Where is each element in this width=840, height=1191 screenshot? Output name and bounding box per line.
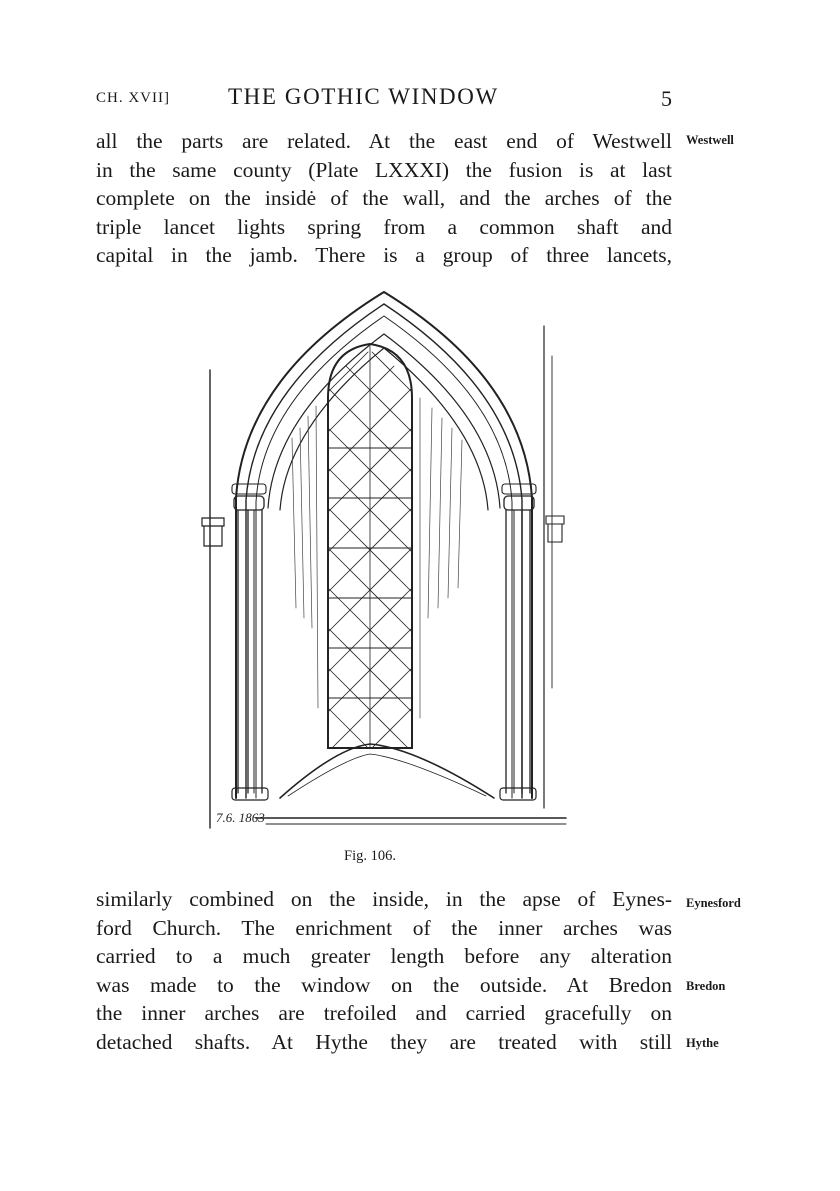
margin-note-bredon: Bredon [686, 979, 726, 993]
text-line: was made to the window on the outside. At Bredon [96, 972, 672, 997]
running-head [96, 84, 676, 114]
text-line: complete on the insidė of the wall, and the arches of the [96, 186, 672, 211]
paragraph-westwell [96, 127, 672, 270]
margin-note-hythe: Hythe [686, 1036, 719, 1050]
text-line: detached shafts. At Hythe they are treated with still [96, 1029, 672, 1054]
chapter-label: CH. XVII] [96, 90, 170, 106]
text-line: capital in the jamb. There is a group of three lancets, [96, 243, 672, 268]
page-title: THE GOTHIC WINDOW [228, 84, 499, 109]
text-line: carried to a much greater length before any alteration [96, 944, 672, 969]
page-number: 5 [661, 86, 672, 111]
figure-caption: Fig. 106. [344, 848, 396, 864]
margin-note-westwell: Westwell [686, 133, 734, 147]
figure-106 [196, 288, 574, 846]
gothic-window-illustration [196, 288, 574, 846]
text-line: triple lancet lights spring from a common shaft and [96, 214, 672, 239]
artist-signature: 7.6. 1863 [216, 810, 265, 825]
text-line: similarly combined on the inside, in the apse of Eynes- [96, 887, 672, 911]
text-line: ford Church. The enrichment of the inner arches was [96, 915, 672, 940]
text-line: the inner arches are trefoiled and carried gracefully on [96, 1001, 672, 1026]
paragraph-eynesford [96, 885, 672, 1057]
text-line: in the same county (Plate LXXXI) the fusion is at last [96, 157, 672, 182]
margin-note-eynesford: Eynesford [686, 896, 741, 910]
text-line: all the parts are related. At the east end of Westwell [96, 129, 672, 153]
